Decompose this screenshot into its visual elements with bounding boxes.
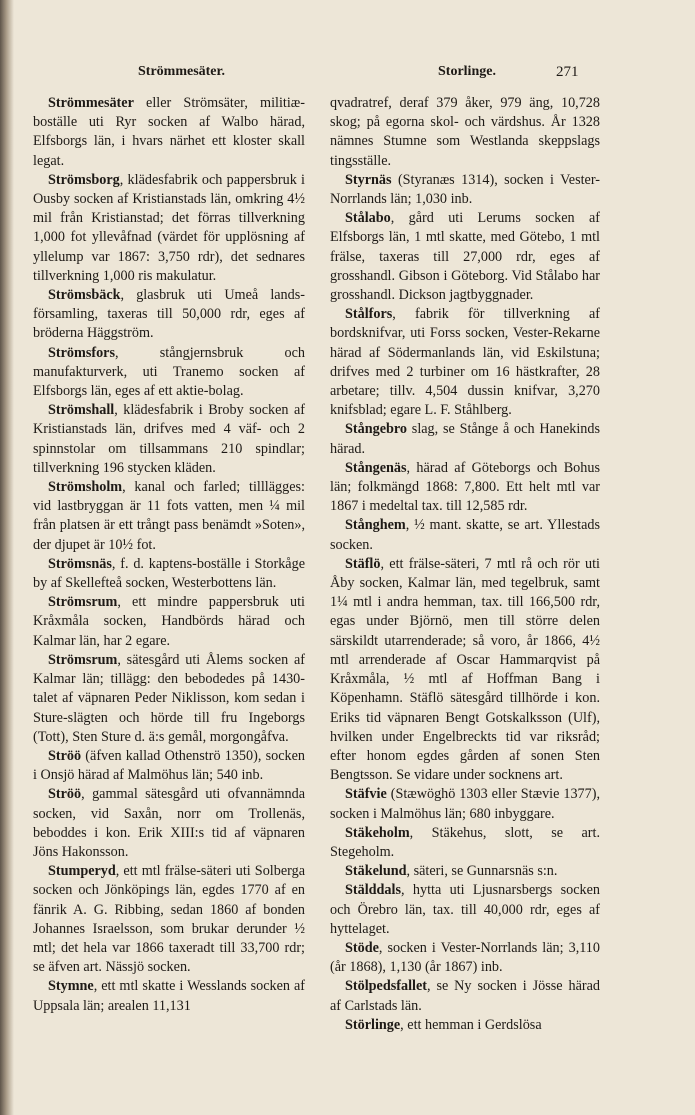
dictionary-entry — [33, 401, 305, 478]
entry-headword: Strömsrum — [48, 594, 118, 611]
dictionary-entry — [33, 593, 305, 651]
entry-text: , gammal sätesgård uti ofvannämnda socken, vid Saxån, norr om Trollenäs, beboddes i kon. Erik XIII:s tid af väpnaren Jöns Hakonsson. — [33, 786, 305, 860]
entry-headword: Stölpedsfallet — [345, 978, 427, 995]
entry-headword: Stymne — [48, 978, 94, 995]
dictionary-entry — [33, 651, 305, 747]
entry-headword: Stälddals — [345, 882, 401, 899]
entry-text: (äfven kallad Othenströ 1350), socken i Onsjö härad af Malmöhus län; 540 inb. — [33, 747, 305, 784]
entry-text: , ett hemman i Gerdslösa — [400, 1016, 542, 1033]
dictionary-entry — [330, 824, 600, 862]
entry-text: , ett mindre pappersbruk uti Kråxmåla socken, Handbörds härad och Kalmar län, har 2 egare. — [33, 594, 305, 649]
dictionary-entry — [33, 286, 305, 344]
entry-headword: Störlinge — [345, 1016, 401, 1033]
entry-text: , socken i Vester-Norrlands län; 3,110 (år 1868), 1,130 (år 1867) inb. — [330, 939, 600, 976]
entry-text: , stångjernsbruk och manufakturverk, uti Tranemo socken af Elfsborgs län, eges af ett aktie-bolag. — [33, 344, 305, 400]
dictionary-entry — [330, 555, 600, 785]
running-head-left: Strömmesäter. — [138, 64, 225, 79]
dictionary-entry — [330, 516, 600, 554]
entry-text: (Styranæs 1314), socken i Vester-Norrlands län; 1,030 inb. — [330, 171, 600, 208]
entry-headword: Stålfors — [345, 306, 393, 323]
entry-text: , kanal och farled; tilllägges: vid lastbryggan är 11 fots vatten, men ¼ mil från platsen är ett trångt pass benämdt »Soten», der djupet är 10½ fot. — [33, 479, 305, 553]
dictionary-entry — [330, 939, 600, 977]
entry-text: , sätesgård uti Ålems socken af Kalmar län; tillägg: den bebodedes på 1430-talet af väpnaren Peder Niklisson, kom sedan i Sture-slägten och hörde till fru Ingeborgs (Tott), Sten Sture d. ä:s gemål, morgongåfva. — [33, 651, 305, 745]
entry-headword: Strömsborg — [48, 171, 120, 188]
entry-headword: Stumperyd — [48, 863, 116, 880]
dictionary-entry — [33, 747, 305, 785]
dictionary-entry — [330, 209, 600, 305]
entry-headword: Stångenäs — [345, 459, 407, 476]
entry-headword: Strömsrum — [48, 651, 118, 668]
entry-headword: Strömsnäs — [48, 555, 112, 572]
entry-headword: Stäflö — [345, 555, 381, 572]
dictionary-entry — [330, 785, 600, 823]
entry-text: , härad af Göteborgs och Bohus län; folkmängd 1868: 7,800. Ett helt mtl var 1867 i medeltal tax. till 12,585 rdr. — [330, 459, 600, 515]
right-column — [330, 94, 600, 1035]
entry-headword: Stöde — [345, 939, 379, 956]
entry-headword: Strömsfors — [48, 344, 115, 361]
running-head-right: Storlinge. — [438, 64, 496, 79]
dictionary-entry — [330, 459, 600, 517]
dictionary-entry — [330, 881, 600, 939]
entry-headword: Ströö — [48, 747, 82, 764]
entry-headword: Stålabo — [345, 210, 391, 227]
page-number: 271 — [556, 64, 579, 80]
entry-headword: Ströö — [48, 786, 82, 803]
dictionary-entry — [330, 171, 600, 209]
entry-text: , gård uti Lerums socken af Elfsborgs län, 1 mtl skatte, med Götebo, 1 mtl frälse, taxeras till 27,000 rdr, eges af grosshandl. Gibson i Göteborg. Vid Stålabo har grosshandl. Dickson jagtbyggnader. — [330, 210, 600, 304]
entry-text: slag, se Stånge å och Hanekinds härad. — [330, 421, 600, 457]
dictionary-entry — [330, 1016, 600, 1035]
page-header — [0, 64, 695, 86]
entry-text: , fabrik för tillverkning af bordsknifvar, uti Forss socken, Vester-Rekarne härad af Södermanlands län, vid Eskilstuna; drifves med 2 turbiner om 16 hästkrafter, 28 arbetare; tillv. 4,504 dussin knifvar, 3,270 knifsblad; egare L. F. Ståhlberg. — [330, 306, 600, 419]
entry-headword: Stångebro — [345, 421, 408, 438]
entry-text: , f. d. kaptens-boställe i Storkåge by af Skellefteå socken, Westerbottens län. — [33, 555, 305, 592]
entry-headword: Strömmesäter — [48, 95, 134, 111]
entry-text: qvadratref, deraf 379 åker, 979 äng, 10,728 skog; på egorna skol- och värdshus. År 1328 nämnes Stumne som Westlanda skeppslags tingsställe. — [330, 95, 600, 169]
dictionary-entry — [33, 977, 305, 1015]
entry-text: , ett frälse-säteri, 7 mtl rå och rör uti Åby socken, Kalmar län, med tegelbruk, samt 1¼ mtl i andra hemman, tax. till 166,500 rdr, egas under Björnö, men till större delen särskildt utarrenderade; så voro, år 1866, 4½ mtl arrenderade af Oscar Hammarqvist på Kråxmåla, ½ mtl af Hoffman Bang i Köpenhamn. Stäflö sätesgård tillhörde i kon. Eriks tid väpnaren Bengt Gotskalksson (Ulf), hvilken under Engelbreckts tid var riksråd; efter honom egdes gården af sonen Sten Bengtsson. Se vidare under socknens art. — [330, 555, 600, 784]
dictionary-entry — [330, 862, 600, 881]
dictionary-entry — [33, 478, 305, 555]
entry-headword: Stäfvie — [345, 786, 387, 803]
entry-text: , hytta uti Ljusnarsbergs socken och Örebro län, tax. till 40,000 rdr, eges af hyttelaget. — [330, 882, 600, 937]
dictionary-entry — [33, 862, 305, 977]
entry-headword: Stånghem — [345, 517, 406, 534]
dictionary-entry — [33, 344, 305, 402]
dictionary-entry — [330, 420, 600, 458]
dictionary-entry — [33, 555, 305, 593]
entry-headword: Strömsholm — [48, 479, 123, 496]
entry-headword: Strömshall — [48, 402, 115, 419]
entry-text: , klädesfabrik och pappersbruk i Ousby socken af Kristianstads län, omkring 4½ mil från Kristianstad; det förras tillverkning 1,000 fot yllevåfnad (värdet för upplösning af yllelump var 1867: 3,750 rdr), det sednares tillverkning 1,000 ris makulatur. — [33, 171, 305, 284]
dictionary-entry — [33, 785, 305, 862]
entry-text: , Stäkehus, slott, se art. Stegeholm. — [330, 824, 600, 860]
entry-text: , säteri, se Gunnarsnäs s:n. — [406, 863, 558, 880]
entry-headword: Stäkelund — [345, 863, 407, 880]
entry-headword: Stäkeholm — [345, 824, 410, 841]
dictionary-entry — [330, 977, 600, 1015]
dictionary-entry — [330, 305, 600, 420]
left-column — [33, 94, 305, 1016]
entry-text: , ett mtl frälse-säteri uti Solberga socken och Jönköpings län, egdes 1770 af en fänrik A. G. Ribbing, sedan 1860 af bonden Johannes Israelsson, som brukar derunder ½ mtl; det hela var 1866 taxeradt till 33,700 rdr; se äfven art. Nässjö socken. — [33, 863, 305, 976]
dictionary-entry — [33, 171, 305, 286]
entry-text: , glasbruk uti Umeå lands-församling, taxeras till 50,000 rdr, eges af bröderna Häggström. — [33, 287, 305, 342]
entry-text: (Stæwöghö 1303 eller Stævie 1377), socken i Malmöhus län; 680 inbyggare. — [330, 786, 600, 822]
entry-text: , ½ mant. skatte, se art. Yllestads socken. — [330, 517, 600, 553]
entry-text: , ett mtl skatte i Wesslands socken af Uppsala län; arealen 11,131 — [33, 978, 305, 1014]
entry-text: , se Ny socken i Jösse härad af Carlstads län. — [330, 978, 600, 1014]
entry-text: eller Strömsäter, militiæ-boställe uti Ryr socken af Walbo härad, Elfsborgs län, i hvars närhet ett kloster skall legat. — [33, 95, 305, 169]
page-binding-edge — [0, 0, 14, 1115]
entry-text: , klädesfabrik i Broby socken af Kristianstads län, drifves med 4 väf- och 2 spinnstolar om tillsammans 210 spindlar; tillverkning 196 stycken kläden. — [33, 402, 305, 476]
dictionary-entry — [33, 94, 305, 171]
entry-headword: Styrnäs — [345, 171, 392, 188]
entry-headword: Strömsbäck — [48, 287, 121, 304]
dictionary-entry — [330, 94, 600, 171]
